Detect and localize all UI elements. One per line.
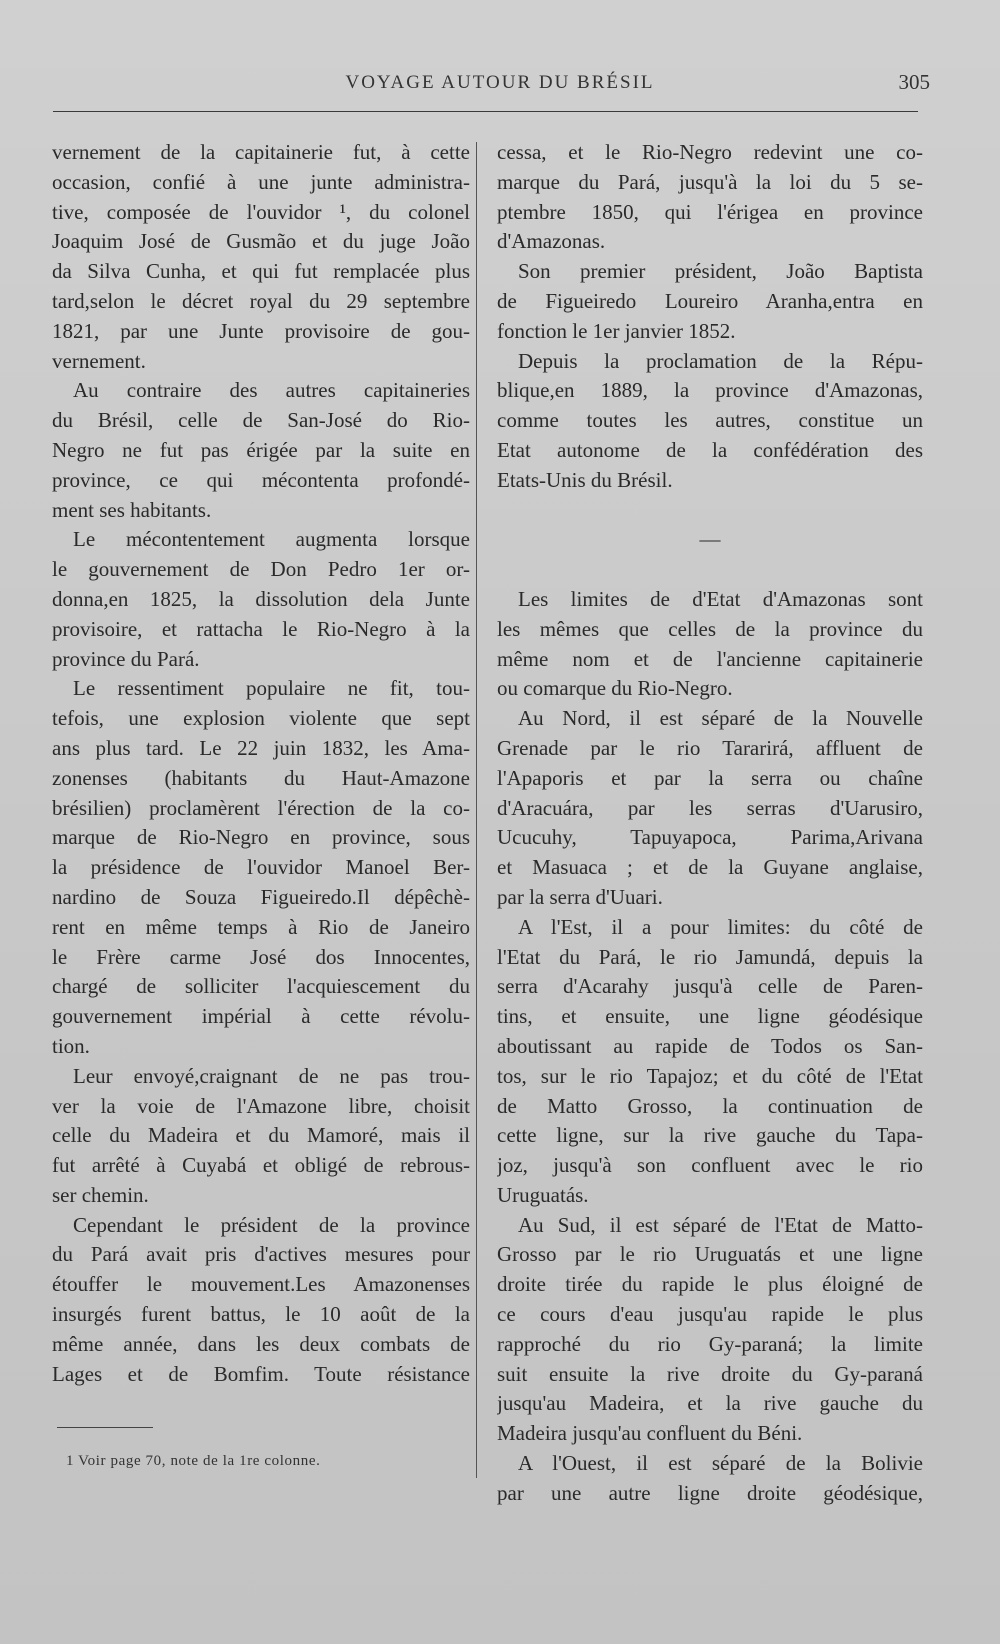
text-line bbox=[497, 496, 923, 526]
text-line: par une autre ligne droite géodésique, bbox=[497, 1480, 923, 1505]
text-line: fut arrêté à Cuyabá et obligé de rebrous- bbox=[52, 1153, 470, 1178]
text-line: ment ses habitants. bbox=[52, 497, 212, 522]
text-line: tard,selon le décret royal du 29 septembre bbox=[52, 288, 470, 313]
text-line: étouffer le mouvement.Les Amazonenses bbox=[52, 1272, 470, 1297]
text-line: le Frère carme José dos Innocentes, bbox=[52, 944, 470, 969]
text-line: marque du Pará, jusqu'à la loi du 5 se- bbox=[497, 169, 923, 194]
text-line: celle du Madeira et du Mamoré, mais il bbox=[52, 1123, 470, 1148]
right-text-column bbox=[497, 138, 923, 1509]
text-line: cette ligne, sur la rive gauche du Tapa- bbox=[497, 1123, 923, 1148]
text-line: Ucucuhy, Tapuyapoca, Parima,Arivana bbox=[497, 825, 923, 850]
text-line: du Pará avait pris d'actives mesures pour bbox=[52, 1242, 470, 1267]
text-line: brésilien) proclamèrent l'érection de la co- bbox=[52, 795, 470, 820]
page-number: 305 bbox=[898, 70, 930, 94]
text-line: ce cours d'eau jusqu'au rapide le plus bbox=[497, 1302, 923, 1327]
text-line: d'Aracuára, par les serras d'Uarusiro, bbox=[497, 795, 923, 820]
text-line: occasion, confié à une junte administra- bbox=[52, 169, 470, 194]
text-line: ser chemin. bbox=[52, 1182, 149, 1207]
text-line: insurgés furent battus, le 10 août de la bbox=[52, 1302, 470, 1327]
text-line: par la serra d'Uuari. bbox=[497, 884, 663, 909]
text-line: Negro ne fut pas érigée par la suite en bbox=[52, 437, 470, 462]
text-line: aboutissant au rapide de Todos os San- bbox=[497, 1033, 923, 1058]
text-line: vernement de la capitainerie fut, à cette bbox=[52, 140, 470, 164]
text-line: fonction le 1er janvier 1852. bbox=[497, 318, 736, 343]
text-line: suit ensuite la rive droite du Gy-paraná bbox=[497, 1361, 923, 1386]
text-line: nardino de Souza Figueiredo.Il dépêchè- bbox=[52, 884, 470, 909]
text-line: A l'Est, il a pour limites: du côté de bbox=[518, 914, 923, 939]
text-line: même nom et de l'ancienne capitainerie bbox=[497, 646, 923, 671]
text-line: Etat autonome de la confédération des bbox=[497, 437, 923, 462]
footnote: 1 Voir page 70, note de la 1re colonne. bbox=[66, 1453, 321, 1469]
text-line: droite tirée du rapide le plus éloigné de bbox=[497, 1272, 923, 1297]
text-line: da Silva Cunha, et qui fut remplacée plus bbox=[52, 259, 470, 284]
text-line: Joaquim José de Gusmão et du juge João bbox=[52, 229, 470, 254]
text-line: Cependant le président de la province bbox=[73, 1212, 470, 1237]
text-line: Au Sud, il est séparé de l'Etat de Matto- bbox=[518, 1212, 923, 1237]
text-line: Uruguatás. bbox=[497, 1182, 589, 1207]
text-line: rent en même temps à Rio de Janeiro bbox=[52, 914, 470, 939]
text-line: même année, dans les deux combats de bbox=[52, 1331, 470, 1356]
text-line: le gouvernement de Don Pedro 1er or- bbox=[52, 557, 470, 582]
text-line: tion. bbox=[52, 1033, 90, 1058]
text-line: Son premier président, João Baptista bbox=[518, 259, 923, 284]
text-line: tos, sur le rio Tapajoz; et du côté de l'Etat bbox=[497, 1063, 923, 1088]
text-line: ptembre 1850, qui l'érigea en province bbox=[497, 199, 923, 224]
text-line: chargé de solliciter l'acquiescement du bbox=[52, 974, 470, 999]
text-line bbox=[497, 555, 923, 585]
text-line: Lages et de Bomfim. Toute résistance bbox=[52, 1361, 470, 1386]
text-line: de Figueiredo Loureiro Aranha,entra en bbox=[497, 288, 923, 313]
text-line: l'Etat du Pará, le rio Jamundá, depuis la bbox=[497, 944, 923, 969]
text-line: Au Nord, il est séparé de la Nouvelle bbox=[518, 706, 923, 731]
text-line: jusqu'au Madeira, et la rive gauche du bbox=[497, 1391, 923, 1416]
text-line: cessa, et le Rio-Negro redevint une co- bbox=[497, 140, 923, 164]
text-line: provisoire, et rattacha le Rio-Negro à la bbox=[52, 616, 470, 641]
text-line: Etats-Unis du Brésil. bbox=[497, 467, 673, 492]
text-line: zonenses (habitants du Haut-Amazone bbox=[52, 765, 470, 790]
text-line: ou comarque du Rio-Negro. bbox=[497, 676, 733, 701]
text-line: gouvernement impérial à cette révolu- bbox=[52, 1004, 470, 1029]
text-line: donna,en 1825, la dissolution dela Junte bbox=[52, 586, 470, 611]
text-line: vernement. bbox=[52, 348, 146, 373]
text-line: Grosso par le rio Uruguatás et une ligne bbox=[497, 1242, 923, 1267]
text-line: de Matto Grosso, la continuation de bbox=[497, 1093, 923, 1118]
text-line: Madeira jusqu'au confluent du Béni. bbox=[497, 1421, 803, 1446]
text-line: les mêmes que celles de la province du bbox=[497, 616, 923, 641]
text-line: tefois, une explosion violente que sept bbox=[52, 706, 470, 731]
text-line: et Masuaca ; et de la Guyane anglaise, bbox=[497, 855, 923, 880]
text-line: rapproché du rio Gy-paraná; la limite bbox=[497, 1331, 923, 1356]
text-line: Au contraire des autres capitaineries bbox=[73, 378, 470, 403]
text-line: Leur envoyé,craignant de ne pas trou- bbox=[73, 1063, 470, 1088]
text-line: du Brésil, celle de San-José do Rio- bbox=[52, 408, 470, 433]
text-line: Le ressentiment populaire ne fit, tou- bbox=[73, 676, 470, 701]
text-line: Depuis la proclamation de la Répu- bbox=[518, 348, 923, 373]
text-line: Grenade par le rio Tararirá, affluent de bbox=[497, 735, 923, 760]
text-line: l'Apaporis et par la serra ou chaîne bbox=[497, 765, 923, 790]
text-line: province du Pará. bbox=[52, 646, 200, 671]
text-line: serra d'Acarahy jusqu'à celle de Paren- bbox=[497, 974, 923, 999]
text-line: 1821, par une Junte provisoire de gou- bbox=[52, 318, 470, 343]
text-line: d'Amazonas. bbox=[497, 229, 606, 254]
column-divider bbox=[476, 142, 477, 1478]
left-text-column bbox=[52, 138, 470, 1389]
text-line: tive, composée de l'ouvidor ¹, du colonel bbox=[52, 199, 470, 224]
text-line: Les limites de d'Etat d'Amazonas sont bbox=[518, 586, 923, 611]
text-line: province, ce qui mécontenta profondé- bbox=[52, 467, 470, 492]
text-line: joz, jusqu'à son confluent avec le rio bbox=[497, 1153, 923, 1178]
text-line: Le mécontentement augmenta lorsque bbox=[73, 527, 470, 552]
text-line: A l'Ouest, il est séparé de la Bolivie bbox=[518, 1451, 923, 1476]
text-line: ver la voie de l'Amazone libre, choisit bbox=[52, 1093, 470, 1118]
text-line: marque de Rio-Negro en province, sous bbox=[52, 825, 470, 850]
footnote-rule bbox=[57, 1427, 153, 1428]
text-line: blique,en 1889, la province d'Amazonas, bbox=[497, 378, 923, 403]
text-line: tins, et ensuite, une ligne géodésique bbox=[497, 1004, 923, 1029]
text-line: — bbox=[699, 527, 721, 552]
running-title: VOYAGE AUTOUR DU BRÉSIL bbox=[345, 72, 655, 93]
text-line: comme toutes les autres, constitue un bbox=[497, 408, 923, 433]
text-line: ans plus tard. Le 22 juin 1832, les Ama- bbox=[52, 735, 470, 760]
header-rule bbox=[53, 111, 918, 112]
text-line: la présidence de l'ouvidor Manoel Ber- bbox=[52, 855, 470, 880]
